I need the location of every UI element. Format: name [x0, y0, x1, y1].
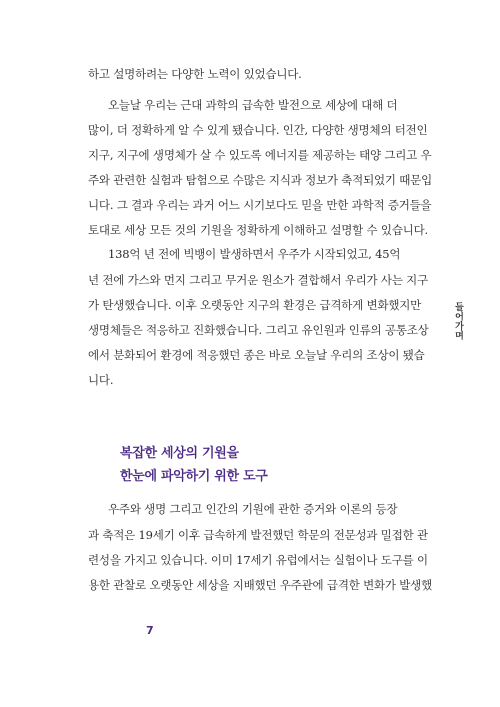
body-text-line: 련성을 가지고 있습니다. 이미 17세기 유럽에서는 실험이나 도구를 이	[88, 553, 428, 567]
body-text-line: 오늘날 우리는 근대 과학의 급속한 발전으로 세상에 대해 더	[108, 98, 398, 112]
body-text-line: 가 탄생했습니다. 이후 오랫동안 지구의 환경은 급격하게 변화했지만	[88, 298, 422, 312]
body-text-line: 과 축적은 19세기 이후 급속하게 발전했던 학문의 전문성과 밀접한 관	[88, 528, 428, 542]
body-text-line: 138억 년 전에 빅뱅이 발생하면서 우주가 시작되었고, 45억	[108, 247, 401, 261]
page-number: 7	[146, 624, 154, 637]
body-text-line: 하고 설명하려는 다양한 노력이 있었습니다.	[88, 67, 302, 81]
body-text-line: 에서 분화되어 환경에 적응했던 종은 바로 오늘날 우리의 조상이 됐습	[88, 348, 425, 362]
section-heading-line1: 복잡한 세상의 기원을	[120, 446, 239, 461]
body-text-line: 니다. 그 결과 우리는 과거 어느 시기보다도 믿을 만한 과학적 증거들을	[88, 198, 432, 212]
body-text-line: 많이, 더 정확하게 알 수 있게 됐습니다. 인간, 다양한 생명체의 터전인	[88, 123, 428, 137]
body-text-line: 주와 관련한 실험과 탐험으로 수많은 지식과 정보가 축적되었기 때문입	[88, 173, 433, 187]
body-text-line: 토대로 세상 모든 것의 기원을 정확하게 이해하고 설명할 수 있습니다.	[88, 223, 429, 237]
chapter-side-tab: 들어가며	[453, 302, 463, 340]
body-text-line: 생명체들은 적응하고 진화했습니다. 그리고 유인원과 인류의 공통조상	[88, 323, 429, 337]
body-text-line: 지구, 지구에 생명체가 살 수 있도록 에너지를 제공하는 태양 그리고 우	[88, 148, 432, 162]
body-text-line: 년 전에 가스와 먼지 그리고 무거운 원소가 결합해서 우리가 사는 지구	[88, 273, 429, 287]
body-text-line: 우주와 생명 그리고 인간의 기원에 관한 증거와 이론의 등장	[108, 502, 398, 516]
body-text-line: 니다.	[88, 373, 114, 387]
body-text-line: 용한 관찰로 오랫동안 세상을 지배했던 우주관에 급격한 변화가 발생했	[88, 578, 433, 592]
section-heading-line2: 한눈에 파악하기 위한 도구	[120, 469, 268, 484]
